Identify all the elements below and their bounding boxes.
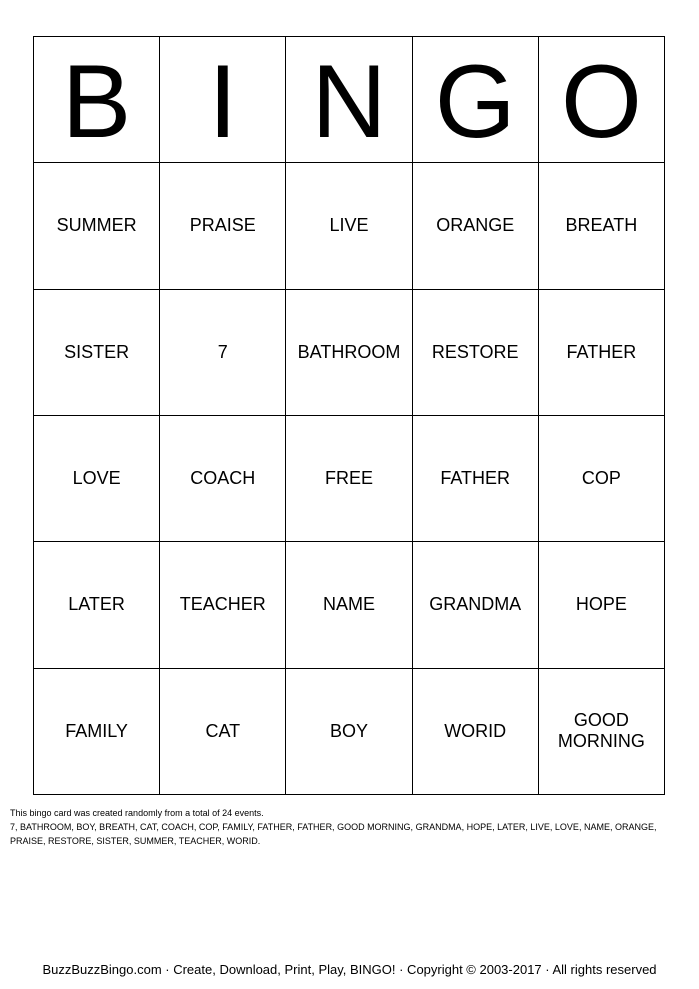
- bingo-card: [33, 36, 665, 795]
- bingo-cell: NAME: [286, 542, 412, 668]
- bingo-cell: COP: [539, 416, 665, 542]
- card-info-summary: This bingo card was created randomly from a total of 24 events.: [10, 808, 264, 818]
- header-letter-n: N: [286, 37, 412, 163]
- bingo-cell: 7: [160, 290, 286, 416]
- page-footer: BuzzBuzzBingo.com · Create, Download, Print, Play, BINGO! · Copyright © 2003-2017 · All rights reserved: [42, 962, 657, 977]
- bingo-cell: LIVE: [286, 163, 412, 289]
- header-letter-i: I: [160, 37, 286, 163]
- bingo-cell: SISTER: [34, 290, 160, 416]
- bingo-cell: HOPE: [539, 542, 665, 668]
- bingo-cell: RESTORE: [413, 290, 539, 416]
- bingo-cell: CAT: [160, 669, 286, 795]
- bingo-cell: PRAISE: [160, 163, 286, 289]
- bingo-cell: GRANDMA: [413, 542, 539, 668]
- bingo-cell: FREE: [286, 416, 412, 542]
- bingo-cell: SUMMER: [34, 163, 160, 289]
- bingo-cell: WORID: [413, 669, 539, 795]
- card-info-event-list: 7, BATHROOM, BOY, BREATH, CAT, COACH, COP, FAMILY, FATHER, FATHER, GOOD MORNING, GRANDMA, HOPE, LATER, LIVE, LOVE, NAME, ORANGE, PRAISE, RESTORE, SISTER, SUMMER, TEACHER, WORID.: [10, 822, 657, 846]
- bingo-cell: BREATH: [539, 163, 665, 289]
- bingo-cell: LOVE: [34, 416, 160, 542]
- bingo-cell: LATER: [34, 542, 160, 668]
- bingo-cell: BATHROOM: [286, 290, 412, 416]
- bingo-cell: FATHER: [413, 416, 539, 542]
- bingo-cell: GOOD MORNING: [539, 669, 665, 795]
- bingo-cell: FATHER: [539, 290, 665, 416]
- bingo-cell: COACH: [160, 416, 286, 542]
- bingo-cell: TEACHER: [160, 542, 286, 668]
- bingo-cell: BOY: [286, 669, 412, 795]
- card-info: [10, 806, 690, 848]
- bingo-cell: ORANGE: [413, 163, 539, 289]
- header-letter-b: B: [34, 37, 160, 163]
- header-letter-o: O: [539, 37, 665, 163]
- bingo-cell: FAMILY: [34, 669, 160, 795]
- header-letter-g: G: [413, 37, 539, 163]
